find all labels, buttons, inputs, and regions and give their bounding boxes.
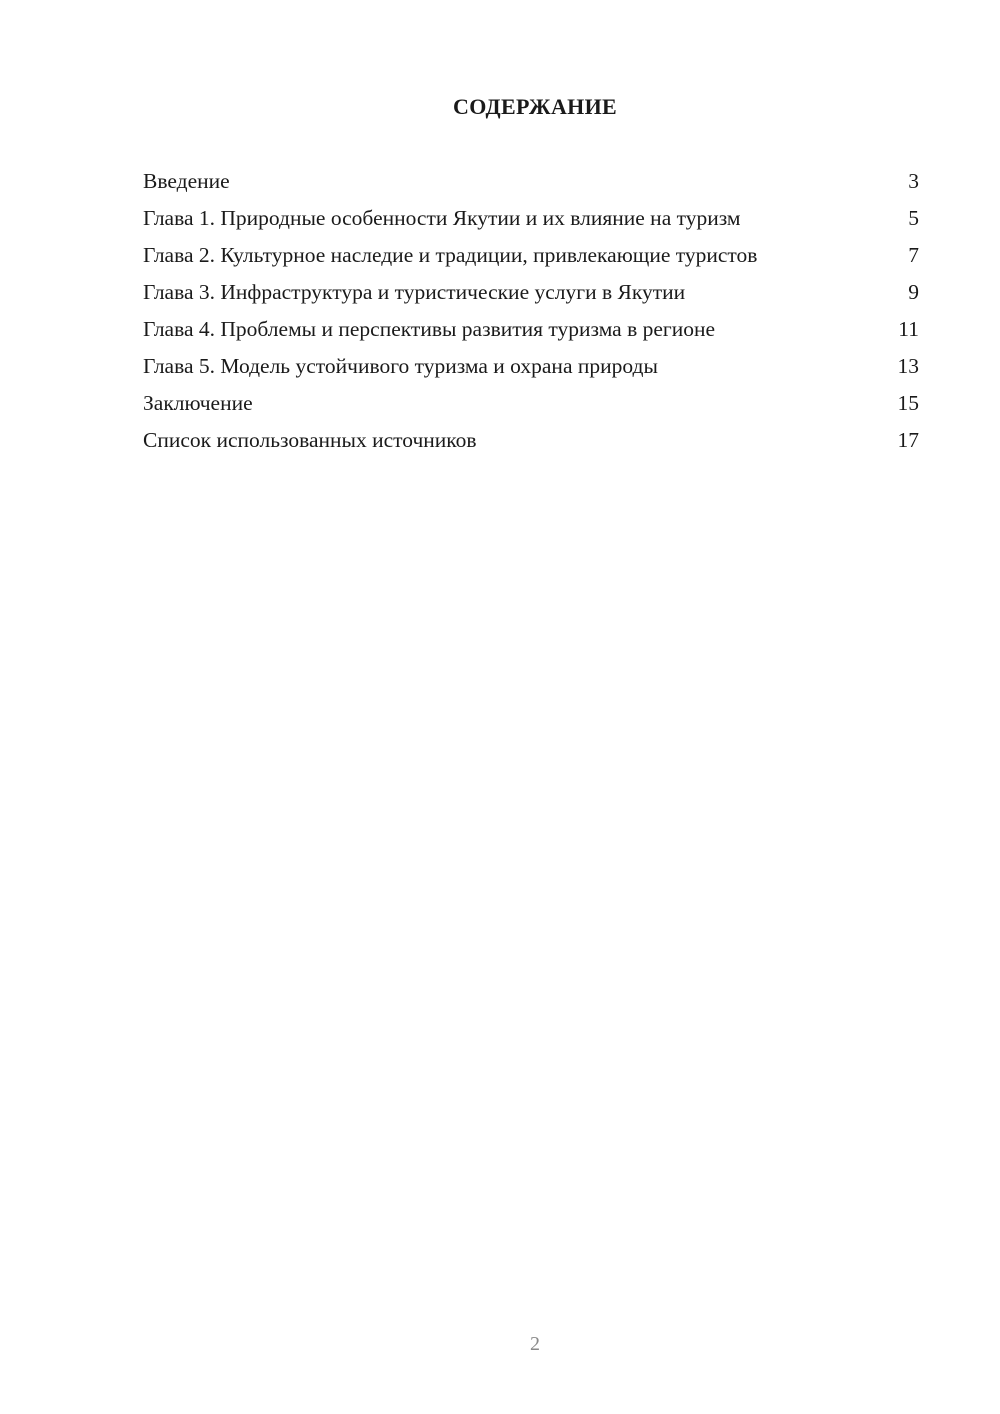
toc-entry-page: 15 xyxy=(897,391,919,415)
toc-entry-label: Введение xyxy=(143,169,230,193)
toc-entry-label: Глава 4. Проблемы и перспективы развития туризма в регионе xyxy=(143,317,716,341)
toc-entry-chapter-4[interactable] xyxy=(143,316,919,342)
toc-entry-label: Глава 2. Культурное наследие и традиции, привлекающие туристов xyxy=(143,243,758,267)
toc-entry-chapter-3[interactable] xyxy=(143,279,919,305)
toc-entry-label: Глава 5. Модель устойчивого туризма и охрана природы xyxy=(143,354,658,378)
toc-entry-references[interactable] xyxy=(143,427,919,453)
toc-entry-label: Список использованных источников xyxy=(143,428,477,452)
toc-entry-page: 11 xyxy=(898,317,919,341)
toc-entry-chapter-2[interactable] xyxy=(143,242,919,268)
toc-entry-label: Заключение xyxy=(143,391,253,415)
toc-entry-page: 9 xyxy=(908,280,919,304)
table-of-contents xyxy=(143,168,919,464)
toc-entry-chapter-1[interactable] xyxy=(143,205,919,231)
toc-entry-page: 13 xyxy=(897,354,919,378)
page-title: СОДЕРЖАНИЕ xyxy=(453,94,617,119)
page-number: 2 xyxy=(530,1333,540,1355)
toc-entry-conclusion[interactable] xyxy=(143,390,919,416)
toc-entry-page: 17 xyxy=(897,428,919,452)
toc-entry-label: Глава 1. Природные особенности Якутии и их влияние на туризм xyxy=(143,206,741,230)
toc-entry-page: 3 xyxy=(908,169,919,193)
toc-entry-page: 5 xyxy=(908,206,919,230)
toc-entry-chapter-5[interactable] xyxy=(143,353,919,379)
toc-entry-page: 7 xyxy=(908,243,919,267)
toc-entry-introduction[interactable] xyxy=(143,168,919,194)
toc-entry-label: Глава 3. Инфраструктура и туристические услуги в Якутии xyxy=(143,280,686,304)
